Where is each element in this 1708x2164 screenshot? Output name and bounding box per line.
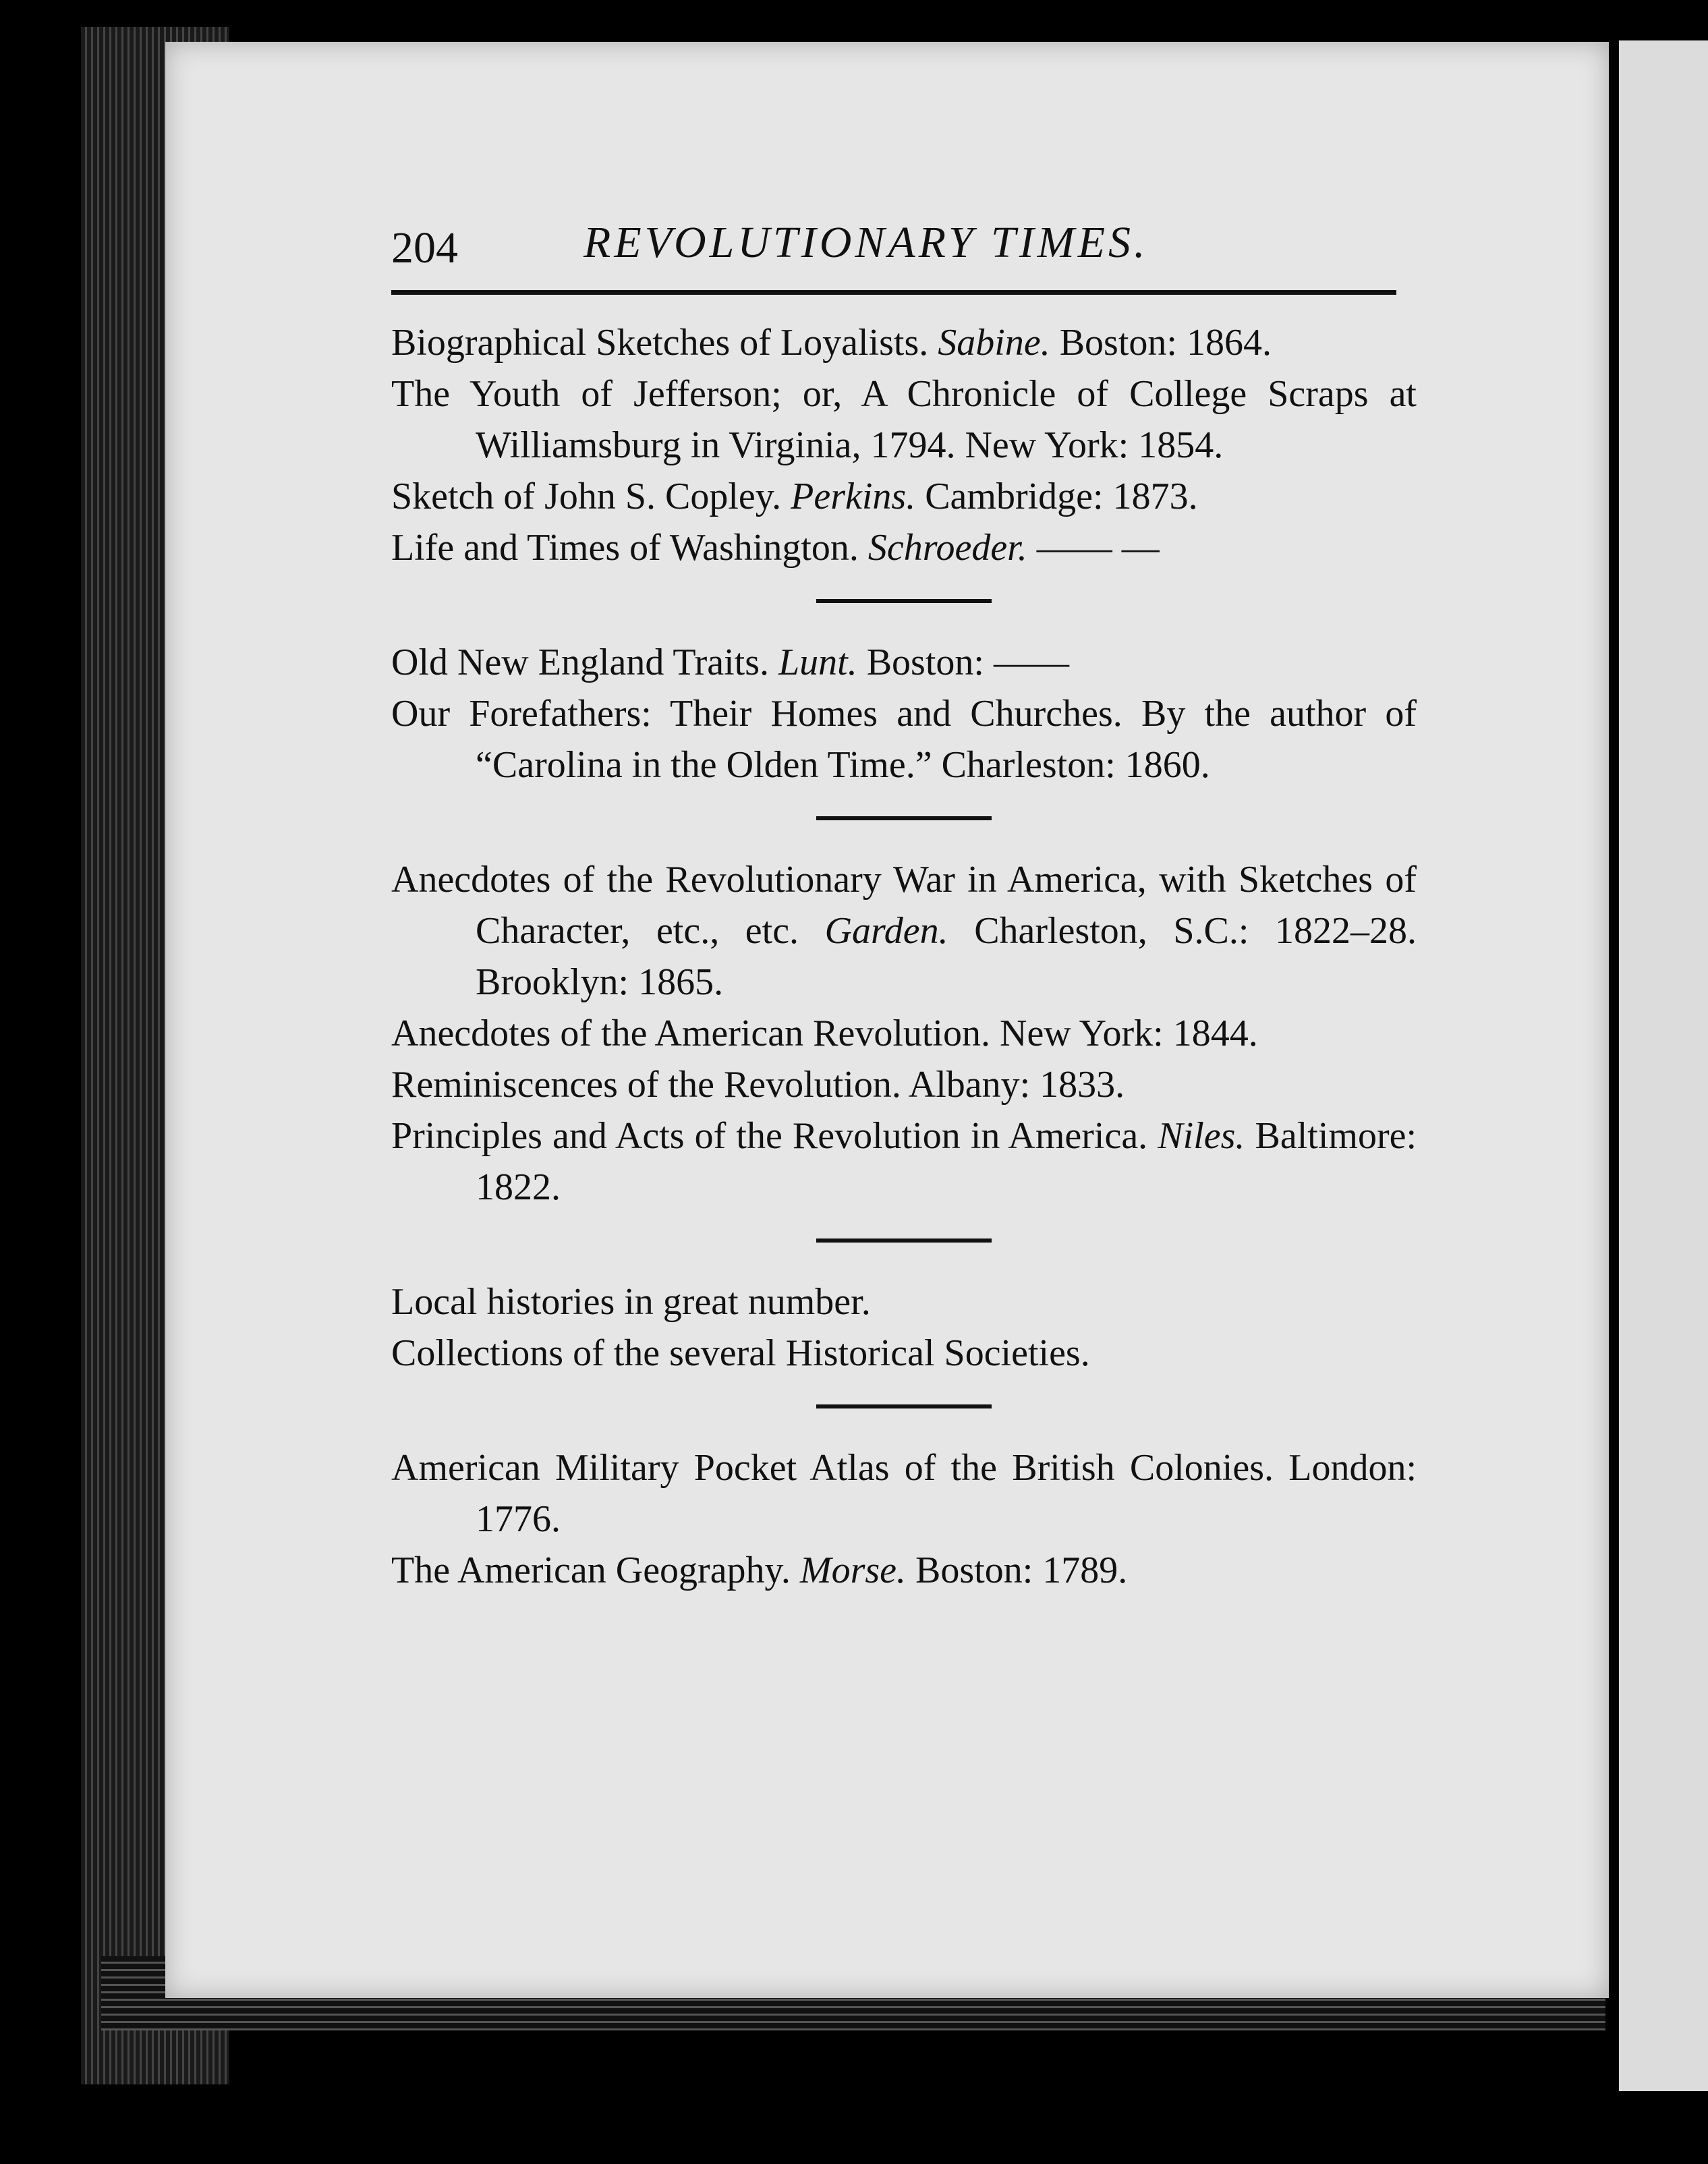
entry-imprint: —— —	[1036, 527, 1160, 569]
facing-page-strip	[1619, 40, 1708, 2091]
entry-imprint: Charleston, S.C.: 1822–28. Brooklyn: 1865.	[476, 910, 1417, 1003]
entry-author: Morse.	[799, 1549, 907, 1591]
bibliography-entry	[391, 688, 1417, 791]
bibliography-entry	[391, 1328, 1417, 1379]
bibliography-entry	[391, 1276, 1417, 1328]
bibliography-entry	[391, 317, 1417, 368]
entry-title: Principles and Acts of the Revolution in America.	[391, 1115, 1148, 1157]
entry-imprint: Cambridge: 1873.	[925, 476, 1198, 517]
entry-imprint: New York: 1854.	[965, 424, 1224, 466]
entry-author: Niles.	[1158, 1115, 1245, 1157]
entry-author: Sabine.	[938, 322, 1050, 364]
bibliography-entry	[391, 1545, 1417, 1596]
entry-title: Old New England Traits.	[391, 642, 769, 683]
section-separator	[816, 1238, 992, 1243]
entry-title: Biographical Sketches of Loyalists.	[391, 322, 929, 364]
entry-imprint: Boston: 1789.	[915, 1549, 1128, 1591]
entry-author: Garden.	[824, 910, 948, 952]
section-separator	[816, 1404, 992, 1408]
entry-imprint: Charleston: 1860.	[941, 744, 1210, 786]
entry-imprint: New York: 1844.	[1000, 1013, 1258, 1054]
entry-title: American Military Pocket Atlas of the British Colonies.	[391, 1447, 1274, 1489]
bibliography-entry	[391, 522, 1417, 573]
entry-title: The Youth of Jefferson; or, A Chronicle of College Scraps at Williamsburg in Virginia, 1794.	[391, 373, 1417, 466]
entry-imprint: Boston: ——	[866, 642, 1069, 683]
entry-imprint: Baltimore: 1822.	[476, 1115, 1417, 1208]
bibliography-entry	[391, 1059, 1417, 1110]
entry-author: Perkins.	[791, 476, 916, 517]
entry-imprint: London: 1776.	[476, 1447, 1417, 1540]
section-separator	[816, 816, 992, 820]
bibliography-entry	[391, 1008, 1417, 1059]
header-rule	[391, 290, 1396, 295]
entry-author: Schroeder.	[867, 527, 1027, 569]
entry-title: Our Forefathers: Their Homes and Churches. By the author of “Carolina in the Olden Time.”	[391, 693, 1417, 786]
entry-title: Local histories in great number.	[391, 1281, 871, 1323]
page-content	[391, 202, 1417, 1596]
entry-imprint: Boston: 1864.	[1059, 322, 1272, 364]
entry-title: Collections of the several Historical Societies.	[391, 1332, 1090, 1374]
bibliography-entry	[391, 1442, 1417, 1545]
bibliography-entry	[391, 637, 1417, 688]
bibliography-entry	[391, 854, 1417, 1008]
entry-title: Anecdotes of the Revolutionary War in America, with Sketches of Character, etc., etc.	[391, 859, 1417, 952]
bibliography-entry	[391, 471, 1417, 522]
bibliography-list	[391, 317, 1417, 1596]
page-number: 204	[391, 223, 458, 273]
bibliography-entry	[391, 1110, 1417, 1213]
entry-title: The American Geography.	[391, 1549, 791, 1591]
entry-imprint: Albany: 1833.	[908, 1064, 1125, 1106]
running-head	[391, 202, 1417, 277]
entry-title: Anecdotes of the American Revolution.	[391, 1013, 990, 1054]
entry-title: Sketch of John S. Copley.	[391, 476, 782, 517]
bibliography-entry	[391, 368, 1417, 471]
section-separator	[816, 599, 992, 603]
entry-author: Lunt.	[778, 642, 857, 683]
entry-title: Reminiscences of the Revolution.	[391, 1064, 901, 1106]
running-title: REVOLUTIONARY TIMES.	[583, 218, 1149, 267]
entry-title: Life and Times of Washington.	[391, 527, 859, 569]
